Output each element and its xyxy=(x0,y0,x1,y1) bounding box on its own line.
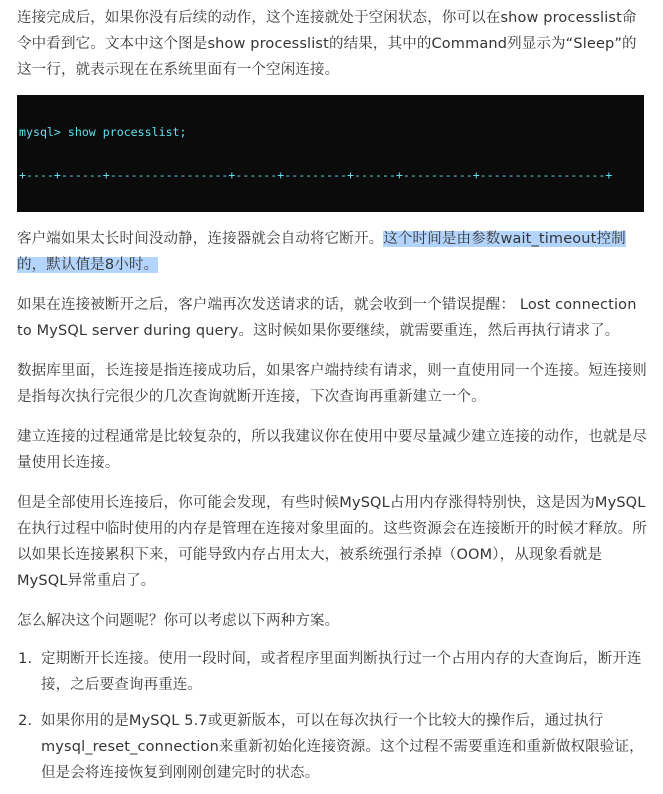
terminal-header xyxy=(19,211,644,212)
timeout-text: 客户端如果太长时间没动静，连接器就会自动将它断开。 xyxy=(17,231,384,247)
highlighted-text[interactable]: 这个时间是由参数wait_timeout控制的，默认值是8小时。 xyxy=(17,231,626,273)
paragraph-intro: 连接完成后，如果你没有后续的动作，这个连接就处于空闲状态，你可以在show processlist命令中看到它。文本中这个图是show processlist的结果，其中的Command列显示为“Sleep”的这一行，就表示现在在系统里面有一个空闲连接。 xyxy=(17,10,637,78)
terminal-border-top: +----+------+-----------------+------+---------+------+----------+------------------+ xyxy=(19,168,613,183)
terminal-prompt: mysql> show processlist; xyxy=(19,124,187,139)
paragraph-suggestion: 建立连接的过程通常是比较复杂的，所以我建议你在使用中要尽量减少建立连接的动作，也就是尽量使用长连接。 xyxy=(17,429,647,471)
paragraph-solution-intro: 怎么解决这个问题呢？你可以考虑以下两种方案。 xyxy=(17,613,340,629)
list-item: 1. 定期断开长连接。使用一段时间，或者程序里面判断执行过一个占用内存的大查询后，断开连接，之后要查询再重连。 xyxy=(37,646,647,698)
terminal-screenshot xyxy=(17,95,644,212)
solution-list xyxy=(17,646,647,786)
list-item: 2. 如果你用的是MySQL 5.7或更新版本，可以在每次执行一个比较大的操作后，通过执行 mysql_reset_connection来重新初始化连接资源。这个过程不需要重连和重新做权限验证，但是会将连接恢复到刚刚创建完时的状态。 xyxy=(37,708,647,786)
paragraph-long-short: 数据库里面，长连接是指连接成功后，如果客户端持续有请求，则一直使用同一个连接。短连接则是指每次执行完很少的几次查询就断开连接，下次查询再重新建立一个。 xyxy=(17,363,647,405)
article-body xyxy=(17,0,647,786)
paragraph-timeout xyxy=(17,226,647,278)
paragraph-lost-connection: 如果在连接被断开之后，客户端再次发送请求的话，就会收到一个错误提醒： Lost connection to MySQL server during query。这时候如果你要继续，就需要重连，然后再执行请求了。 xyxy=(17,297,637,339)
paragraph-oom: 但是全部使用长连接后，你可能会发现，有些时候MySQL占用内存涨得特别快，这是因为MySQL在执行过程中临时使用的内存是管理在连接对象里面的。这些资源会在连接断开的时候才释放。所以如果长连接累积下来，可能导致内存占用太大，被系统强行杀掉（OOM），从现象看就是MySQL异常重启了。 xyxy=(17,495,647,589)
